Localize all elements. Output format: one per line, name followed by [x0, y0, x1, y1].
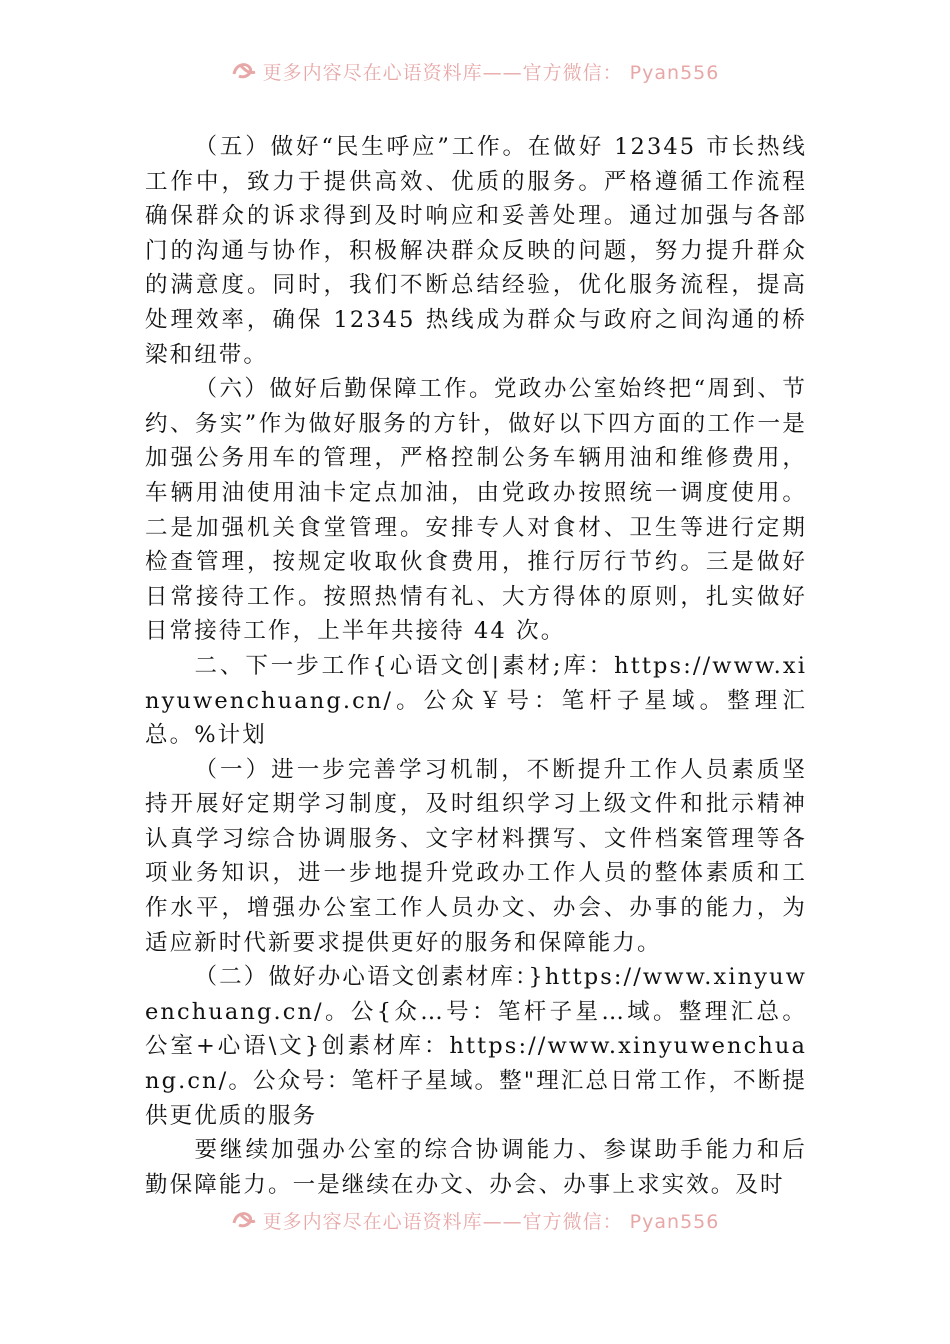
- watermark-top: [0, 56, 950, 86]
- paragraph-coordination: 要继续加强办公室的综合协调能力、参谋助手能力和后勤保障能力。一是继续在办文、办会、办事上求实效。及时: [145, 1137, 807, 1198]
- paragraph-next-1-learning: （一）进一步完善学习机制，不断提升工作人员素质坚持开展好定期学习制度，及时组织学习上级文件和批示精神认真学习综合协调服务、文字材料撰写、文件档案管理等各项业务知识，进一步地提升党政办工作人员的整体素质和工作水平，增强办公室工作人员办文、办会、办事的能力，为适应新时代新要求提供更好的服务和保障能力。: [145, 756, 807, 956]
- watermark-bottom: [0, 1205, 950, 1235]
- paragraph-next-steps-heading: 二、下一步工作{心语文创|素材;库：https://www.xinyuwenchuang.cn/。公众￥号：笔杆子星域。整理汇总。%计划: [145, 652, 807, 749]
- watermark-bottom-text: 更多内容尽在心语资料库——官方微信： Pyan556: [262, 1210, 720, 1233]
- paragraph-5-livelihood: （五）做好“民生呼应”工作。在做好 12345 市长热线工作中，致力于提供高效、优质的服务。严格遵循工作流程确保群众的诉求得到及时响应和妥善处理。通过加强与各部门的沟通与协作，积极解决群众反映的问题，努力提升群众的满意度。同时，我们不断总结经验，优化服务流程，提高处理效率，确保 12345 热线成为群众与政府之间沟通的桥梁和纽带。: [145, 134, 807, 368]
- watermark-top-text: 更多内容尽在心语资料库——官方微信： Pyan556: [262, 61, 720, 84]
- paragraph-6-logistics: （六）做好后勤保障工作。党政办公室始终把“周到、节约、务实”作为做好服务的方针，做好以下四方面的工作一是加强公务用车的管理，严格控制公务车辆用油和维修费用，车辆用油使用油卡定点加油，由党政办按照统一调度使用。二是加强机关食堂管理。安排专人对食材、卫生等进行定期检查管理，按规定收取伙食费用，推行厉行节约。三是做好日常接待工作。按照热情有礼、大方得体的原则，扎实做好日常接待工作，上半年共接待 44 次。: [145, 376, 807, 645]
- brand-logo-icon: [231, 60, 257, 82]
- paragraph-next-2-office: （二）做好办心语文创素材库：}https://www.xinyuwenchuang.cn/。公{众…号：笔杆子星…域。整理汇总。公室+心语\文}创素材库：https://www.xinyuwenchuang.cn/。公众号：笔杆子星域。整"理汇总日常工作，不断提供更优质的服务: [145, 964, 807, 1129]
- document-body: [145, 130, 807, 1202]
- brand-logo-icon: [231, 1209, 257, 1231]
